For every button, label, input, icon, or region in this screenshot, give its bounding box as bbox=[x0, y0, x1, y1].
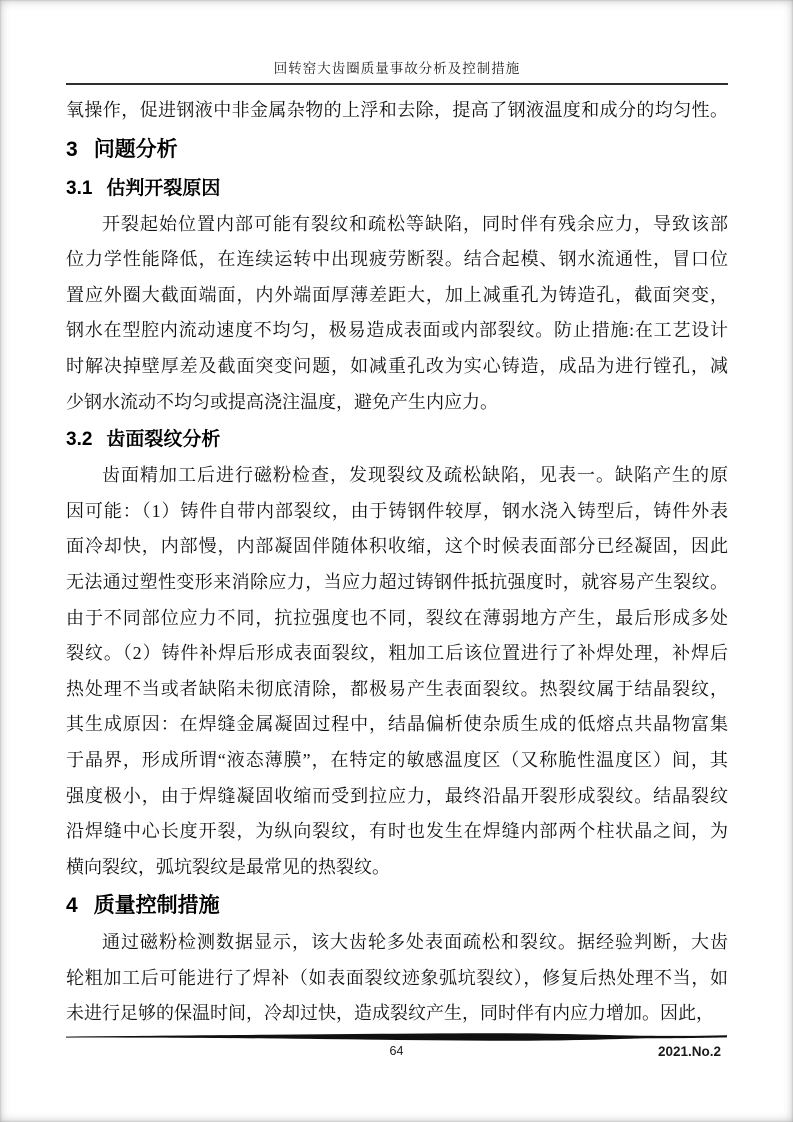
body-line: 热处理不当或者缺陷未彻底清除，都极易产生表面裂纹。热裂纹属于结晶裂纹， bbox=[66, 678, 728, 699]
body-line: 因可能：（1）铸件自带内部裂纹，由于铸钢件较厚，钢水浇入铸型后，铸件外表 bbox=[66, 500, 728, 521]
body-line: 通过磁粉检测数据显示，该大齿轮多处表面疏松和裂纹。据经验判断，大齿 bbox=[102, 932, 728, 953]
body-line: 未进行足够的保温时间，冷却过快，造成裂纹产生，同时伴有内应力增加。因此， bbox=[66, 1003, 714, 1024]
body-line: 时解决掉壁厚差及截面突变问题，如减重孔改为实心铸造，成品为进行镗孔，减 bbox=[66, 355, 728, 376]
body-line: 裂纹。（2）铸件补焊后形成表面裂纹，粗加工后该位置进行了补焊处理，补焊后 bbox=[66, 643, 728, 664]
body-line: 面冷却快，内部慢，内部凝固伴随体积收缩，这个时候表面部分已经凝固，因此 bbox=[66, 536, 728, 557]
issue-number: 2021.No.2 bbox=[657, 1044, 721, 1059]
paragraph-continuation bbox=[66, 93, 728, 129]
subsection-title: 齿面裂纹分析 bbox=[106, 429, 221, 451]
subsection-heading-3-1 bbox=[66, 171, 728, 207]
body-line: 由于不同部位应力不同，抗拉强度也不同，裂纹在薄弱地方产生，最后形成多处 bbox=[66, 607, 728, 628]
running-header-title: 回转窑大齿圈质量事故分析及控制措施 bbox=[273, 61, 521, 76]
body-line: 轮粗加工后可能进行了焊补（如表面裂纹迹象弧坑裂纹），修复后热处理不当，如 bbox=[66, 967, 728, 988]
footer-divider-shape bbox=[66, 1032, 727, 1042]
subsection-number: 3.1 bbox=[66, 177, 93, 199]
subsection-heading-3-2 bbox=[66, 422, 728, 458]
section-heading-4 bbox=[66, 887, 728, 925]
section-heading-3 bbox=[66, 131, 728, 169]
body-line: 齿面精加工后进行磁粉检查，发现裂纹及疏松缺陷，见表一。缺陷产生的原 bbox=[102, 465, 728, 486]
body-line: 开裂起始位置内部可能有裂纹和疏松等缺陷，同时伴有残余应力，导致该部 bbox=[102, 213, 728, 234]
body-line: 横向裂纹，弧坑裂纹是最常见的热裂纹。 bbox=[66, 856, 390, 877]
section-number: 4 bbox=[66, 894, 78, 918]
body-line: 少钢水流动不均匀或提高浇注温度，避免产生内应力。 bbox=[66, 391, 498, 412]
page-content bbox=[66, 60, 728, 1032]
body-line: 位力学性能降低，在连续运转中出现疲劳断裂。结合起模、钢水流通性，冒口位 bbox=[66, 249, 728, 270]
footer-divider bbox=[66, 1032, 727, 1042]
body-line: 钢水在型腔内流动速度不均匀，极易造成表面或内部裂纹。防止措施:在工艺设计 bbox=[66, 320, 728, 341]
section-number: 3 bbox=[66, 137, 78, 161]
subsection-number: 3.2 bbox=[66, 429, 93, 451]
paragraph-quality-control bbox=[66, 925, 728, 1032]
paragraph-tooth-crack-analysis bbox=[66, 458, 728, 885]
body-line: 其生成原因：在焊缝金属凝固过程中，结晶偏析使杂质生成的低熔点共晶物富集 bbox=[66, 714, 728, 735]
section-title: 问题分析 bbox=[93, 137, 178, 161]
header-rule bbox=[66, 83, 728, 85]
page-number: 64 bbox=[389, 1044, 404, 1058]
body-line: 沿焊缝中心长度开裂，为纵向裂纹，有时也发生在焊缝内部两个柱状晶之间，为 bbox=[66, 821, 728, 842]
subsection-title: 估判开裂原因 bbox=[106, 177, 221, 199]
section-title: 质量控制措施 bbox=[93, 894, 220, 918]
body-line: 无法通过塑性变形来消除应力，当应力超过铸钢件抵抗强度时，就容易产生裂纹。 bbox=[66, 571, 728, 592]
body-line: 置应外圈大截面端面，内外端面厚薄差距大，加上减重孔为铸造孔，截面突变， bbox=[66, 284, 728, 305]
body-line: 强度极小，由于焊缝凝固收缩而受到拉应力，最终沿晶开裂形成裂纹。结晶裂纹 bbox=[66, 785, 728, 806]
body-line: 氧操作，促进钢液中非金属杂物的上浮和去除，提高了钢液温度和成分的均匀性。 bbox=[66, 100, 728, 120]
body-line: 于晶界，形成所谓“液态薄膜”，在特定的敏感温度区（又称脆性温度区）间，其 bbox=[66, 749, 728, 770]
paragraph-crack-cause bbox=[66, 207, 728, 421]
